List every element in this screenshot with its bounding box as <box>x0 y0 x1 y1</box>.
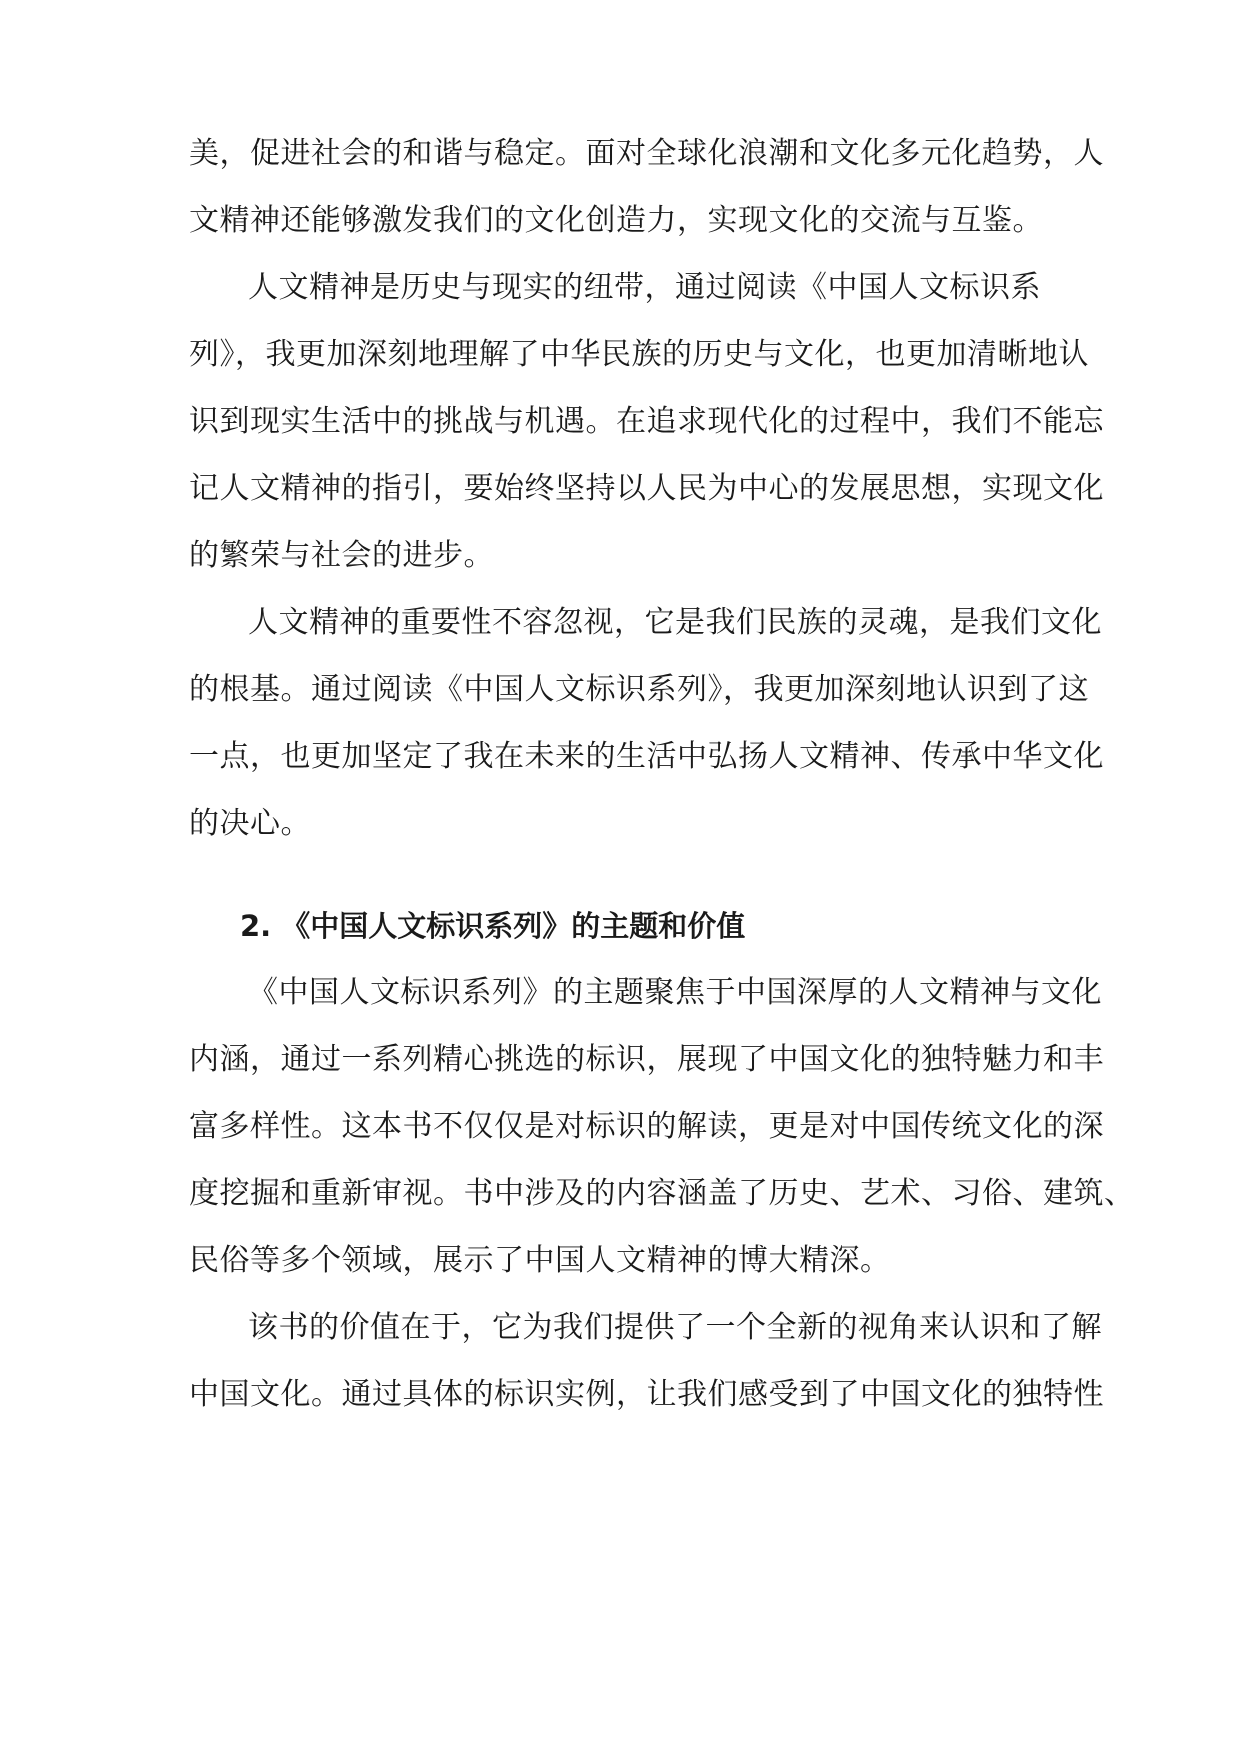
paragraph-line: 民俗等多个领域，展示了中国人文精神的博大精深。 <box>189 1243 891 1278</box>
paragraph-line: 的繁荣与社会的进步。 <box>189 538 494 573</box>
paragraph-line: 一点，也更加坚定了我在未来的生活中弘扬人文精神、传承中华文化 <box>189 739 1104 774</box>
paragraph-line: 人文精神是历史与现实的纽带，通过阅读《中国人文标识系 <box>248 270 1041 305</box>
paragraph-line: 内涵，通过一系列精心挑选的标识，展现了中国文化的独特魅力和丰 <box>189 1042 1104 1077</box>
paragraph-line: 富多样性。这本书不仅仅是对标识的解读，更是对中国传统文化的深 <box>189 1109 1104 1144</box>
paragraph-line: 《中国人文标识系列》的主题聚焦于中国深厚的人文精神与文化 <box>248 975 1102 1010</box>
paragraph-line: 记人文精神的指引，要始终坚持以人民为中心的发展思想，实现文化 <box>189 471 1104 506</box>
paragraph-line: 中国文化。通过具体的标识实例，让我们感受到了中国文化的独特性 <box>189 1377 1104 1412</box>
paragraph-line: 识到现实生活中的挑战与机遇。在追求现代化的过程中，我们不能忘 <box>189 404 1104 439</box>
paragraph-line: 人文精神的重要性不容忽视，它是我们民族的灵魂，是我们文化 <box>248 605 1102 640</box>
paragraph-line: 美，促进社会的和谐与稳定。面对全球化浪潮和文化多元化趋势，人 <box>189 136 1104 171</box>
paragraph-line: 文精神还能够激发我们的文化创造力，实现文化的交流与互鉴。 <box>189 203 1043 238</box>
paragraph-line: 的决心。 <box>189 806 311 841</box>
paragraph-line: 该书的价值在于，它为我们提供了一个全新的视角来认识和了解 <box>248 1310 1102 1345</box>
paragraph-line: 列》，我更加深刻地理解了中华民族的历史与文化，也更加清晰地认 <box>189 337 1089 372</box>
paragraph-line: 度挖掘和重新审视。书中涉及的内容涵盖了历史、艺术、习俗、建筑、 <box>189 1176 1135 1211</box>
section-heading: 2. 《中国人文标识系列》的主题和价值 <box>240 909 746 943</box>
paragraph-line: 的根基。通过阅读《中国人文标识系列》，我更加深刻地认识到了这 <box>189 672 1089 707</box>
